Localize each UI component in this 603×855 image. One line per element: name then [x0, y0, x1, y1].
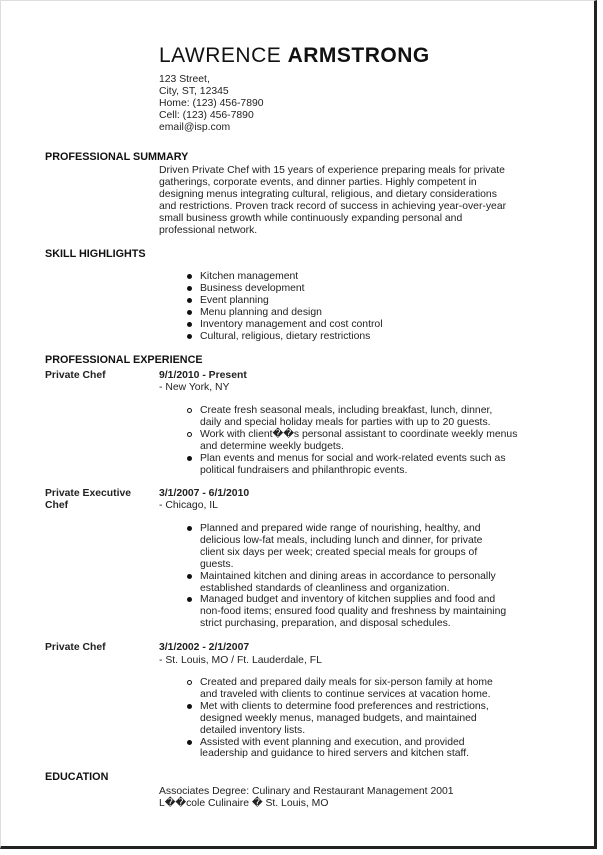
responsibility-line: guests.	[200, 558, 234, 570]
job-dates: 3/1/2002 - 2/1/2007	[159, 642, 250, 653]
experience-heading: PROFESSIONAL EXPERIENCE	[45, 354, 203, 366]
responsibility-line: Planned and prepared wide range of nourishing, healthy, and	[200, 523, 481, 534]
applicant-name	[159, 43, 430, 69]
contact-block	[159, 74, 264, 134]
responsibility-line: Managed budget and inventory of kitchen supplies and food and	[200, 594, 496, 606]
responsibility-line: Create fresh seasonal meals, including breakfast, lunch, dinner,	[200, 405, 493, 416]
summary-line: and restrictions. Proven track record of success in achieving year-over-year	[159, 200, 507, 212]
responsibility-item	[200, 523, 555, 571]
school-line: L��cole Culinaire � St. Louis, MO	[159, 797, 329, 809]
responsibility-line: delicious low-fat meals, including lunch and dinner, for private	[200, 534, 483, 546]
first-name: LAWRENCE	[159, 44, 282, 67]
responsibility-line: and determine weekly budgets.	[200, 440, 344, 452]
skill-item: Cultural, religious, dietary restrictions	[200, 331, 383, 343]
responsibility-line: non-food items; ensured food quality and freshness by maintaining	[200, 606, 507, 618]
job-title: Private Executive Chef	[45, 488, 132, 511]
job-responsibilities	[200, 523, 555, 630]
skills-list	[200, 271, 383, 342]
summary-line: professional network.	[159, 224, 258, 236]
skill-item: Event planning	[200, 295, 383, 307]
responsibility-item	[200, 677, 555, 701]
summary-line: Driven Private Chef with 15 years of experience preparing meals for private	[159, 165, 505, 176]
responsibility-line: Plan events and menus for social and work-related events such as	[200, 452, 506, 464]
responsibility-item	[200, 571, 555, 595]
job-dates: 3/1/2007 - 6/1/2010	[159, 488, 250, 499]
last-name: ARMSTRONG	[287, 44, 430, 67]
job-responsibilities	[200, 405, 555, 476]
skill-item: Kitchen management	[200, 271, 383, 283]
skill-item: Business development	[200, 283, 383, 295]
address-line-1: 123 Street,	[159, 74, 210, 85]
responsibility-line: political fundraisers and philanthropic events.	[200, 464, 408, 476]
degree-line: Associates Degree: Culinary and Restaurant Management 2001	[159, 786, 454, 797]
responsibility-line: detailed inventory lists.	[200, 724, 306, 736]
responsibility-item	[200, 453, 555, 477]
education-block	[159, 786, 454, 810]
responsibility-line: strict purchasing, preparation, and disposal schedules.	[200, 618, 451, 630]
summary-line: small business growth while continuously expanding personal and	[159, 212, 463, 224]
responsibility-line: daily and special holiday meals for parties with up to 20 guests.	[200, 416, 491, 428]
responsibility-line: Created and prepared daily meals for six-person family at home	[200, 677, 493, 688]
responsibility-item	[200, 405, 555, 429]
skill-item: Menu planning and design	[200, 307, 383, 319]
address-line-2: City, ST, 12345	[159, 85, 229, 97]
job-location: - St. Louis, MO / Ft. Lauderdale, FL	[159, 655, 322, 666]
summary-heading: PROFESSIONAL SUMMARY	[45, 151, 189, 163]
responsibility-line: client six days per week; created special meals for groups of	[200, 546, 478, 558]
responsibility-line: Maintained kitchen and dining areas in accordance to personally	[200, 570, 496, 582]
summary-line: designing menus integrating cultural, religious, and dietary considerations	[159, 188, 497, 200]
responsibility-line: and traveled with clients to continue services at vacation home.	[200, 688, 491, 700]
responsibility-line: Assisted with event planning and execution, and provided	[200, 736, 465, 748]
skills-heading: SKILL HIGHLIGHTS	[45, 248, 146, 260]
home-phone: Home: (123) 456-7890	[159, 97, 264, 109]
responsibility-item	[200, 701, 555, 737]
responsibility-line: established standards of cleanliness and organization.	[200, 582, 450, 594]
email: email@isp.com	[159, 121, 231, 133]
job-responsibilities	[200, 677, 555, 760]
job-location: - Chicago, IL	[159, 500, 218, 511]
summary-line: gatherings, corporate events, and dinner parties. Highly competent in	[159, 176, 477, 188]
responsibility-item	[200, 594, 555, 630]
responsibility-line: designed weekly menus, managed budgets, and maintained	[200, 712, 477, 724]
skill-item: Inventory management and cost control	[200, 318, 383, 330]
job-dates: 9/1/2010 - Present	[159, 370, 247, 381]
job-title: Private Chef	[45, 370, 106, 381]
summary-text	[159, 165, 559, 236]
responsibility-item	[200, 737, 555, 761]
job-title: Private Chef	[45, 642, 106, 653]
responsibility-line: leadership and guidance to hired servers and kitchen staff.	[200, 748, 469, 760]
responsibility-item	[200, 429, 555, 453]
responsibility-line: Met with clients to determine food preferences and restrictions,	[200, 700, 489, 712]
responsibility-line: Work with client��s personal assistant to coordinate weekly menus	[200, 428, 518, 440]
job-location: - New York, NY	[159, 382, 230, 393]
education-heading: EDUCATION	[45, 771, 109, 783]
cell-phone: Cell: (123) 456-7890	[159, 109, 254, 121]
